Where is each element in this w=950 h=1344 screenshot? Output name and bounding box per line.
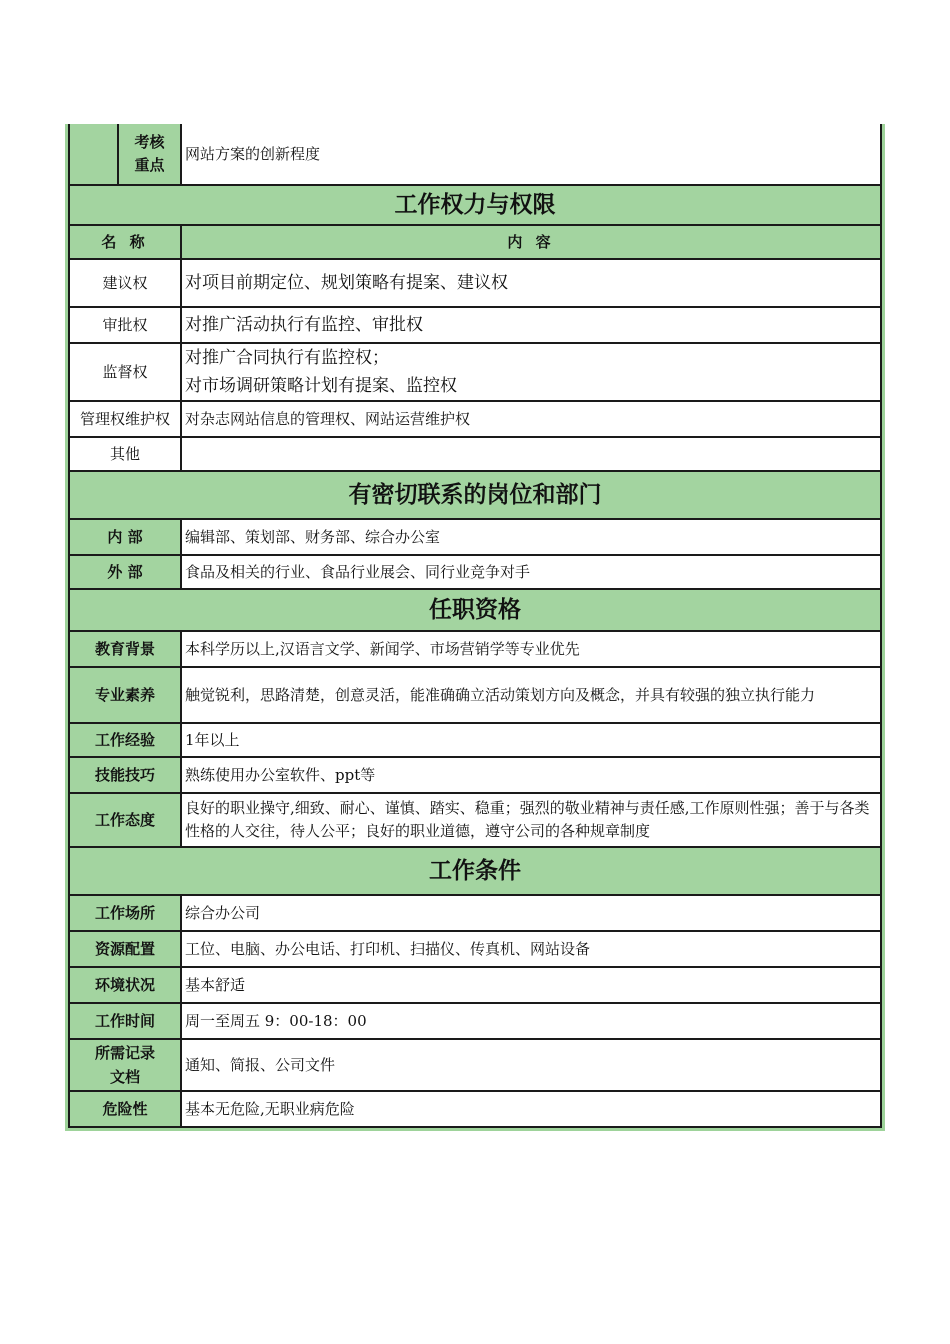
condition-row bbox=[69, 1003, 881, 1039]
relations-external-label: 外 部 bbox=[69, 555, 181, 589]
condition-value: 基本无危险,无职业病危险 bbox=[181, 1091, 881, 1127]
qualification-row bbox=[69, 631, 881, 667]
authority-content: 对推广活动执行有监控、审批权 bbox=[181, 307, 881, 343]
condition-label: 工作场所 bbox=[69, 895, 181, 931]
relations-internal-value: 编辑部、策划部、财务部、综合办公室 bbox=[181, 519, 881, 555]
qualification-value: 触觉锐利，思路清楚，创意灵活，能准确确立活动策划方向及概念，并具有较强的独立执行能力 bbox=[181, 667, 881, 723]
relations-external-row bbox=[69, 555, 881, 589]
authority-name: 建议权 bbox=[69, 259, 181, 307]
qualification-row bbox=[69, 723, 881, 757]
authority-content: 对项目前期定位、规划策略有提案、建议权 bbox=[181, 259, 881, 307]
assessment-focus-row bbox=[69, 124, 881, 185]
assessment-focus-value: 网站方案的创新程度 bbox=[181, 124, 881, 185]
condition-value: 工位、电脑、办公电话、打印机、扫描仪、传真机、网站设备 bbox=[181, 931, 881, 967]
condition-row bbox=[69, 967, 881, 1003]
condition-row bbox=[69, 895, 881, 931]
condition-value: 综合办公司 bbox=[181, 895, 881, 931]
condition-value: 基本舒适 bbox=[181, 967, 881, 1003]
condition-label: 环境状况 bbox=[69, 967, 181, 1003]
qualification-row bbox=[69, 757, 881, 793]
relations-section-title-row bbox=[69, 471, 881, 519]
blank-cell bbox=[70, 124, 119, 184]
authority-name: 审批权 bbox=[69, 307, 181, 343]
qualification-value: 熟练使用办公室软件、ppt等 bbox=[181, 757, 881, 793]
condition-value: 通知、简报、公司文件 bbox=[181, 1039, 881, 1091]
authority-content-line: 对推广合同执行有监控权； bbox=[185, 348, 389, 368]
relations-section-title: 有密切联系的岗位和部门 bbox=[69, 471, 881, 519]
condition-value: 周一至周五 9：00-18：00 bbox=[181, 1003, 881, 1039]
authority-section-title-row bbox=[69, 185, 881, 225]
qualification-label: 教育背景 bbox=[69, 631, 181, 667]
authority-row bbox=[69, 401, 881, 437]
condition-label: 工作时间 bbox=[69, 1003, 181, 1039]
condition-label: 所需记录文档 bbox=[69, 1039, 181, 1091]
qualification-value: 本科学历以上,汉语言文学、新闻学、市场营销学等专业优先 bbox=[181, 631, 881, 667]
relations-internal-row bbox=[69, 519, 881, 555]
authority-row bbox=[69, 437, 881, 471]
authority-section-title: 工作权力与权限 bbox=[69, 185, 881, 225]
condition-row bbox=[69, 1091, 881, 1127]
qualification-label: 技能技巧 bbox=[69, 757, 181, 793]
authority-name: 监督权 bbox=[69, 343, 181, 401]
job-description-table bbox=[68, 124, 882, 1128]
relations-external-value: 食品及相关的行业、食品行业展会、同行业竞争对手 bbox=[181, 555, 881, 589]
authority-header-content: 内 容 bbox=[181, 225, 881, 259]
qualification-label: 专业素养 bbox=[69, 667, 181, 723]
authority-row bbox=[69, 307, 881, 343]
assessment-focus-label: 考核 重点 bbox=[119, 124, 180, 184]
qualification-value: 良好的职业操守,细致、耐心、谨慎、踏实、稳重；强烈的敬业精神与责任感,工作原则性强；善于与各类性格的人交往，待人公平；良好的职业道德，遵守公司的各种规章制度 bbox=[181, 793, 881, 847]
authority-content: 对杂志网站信息的管理权、网站运营维护权 bbox=[181, 401, 881, 437]
authority-header-name: 名 称 bbox=[69, 225, 181, 259]
condition-row bbox=[69, 1039, 881, 1091]
qualifications-section-title-row bbox=[69, 589, 881, 631]
condition-row bbox=[69, 931, 881, 967]
authority-name: 其他 bbox=[69, 437, 181, 471]
qualification-value: 1年以上 bbox=[181, 723, 881, 757]
authority-row bbox=[69, 259, 881, 307]
job-description-sheet bbox=[65, 124, 885, 1131]
qualifications-section-title: 任职资格 bbox=[69, 589, 881, 631]
relations-internal-label: 内 部 bbox=[69, 519, 181, 555]
conditions-section-title-row bbox=[69, 847, 881, 895]
authority-row bbox=[69, 343, 881, 401]
qualification-label: 工作态度 bbox=[69, 793, 181, 847]
authority-content-line: 对市场调研策略计划有提案、监控权 bbox=[185, 376, 457, 396]
authority-content bbox=[181, 343, 881, 401]
authority-name: 管理权维护权 bbox=[69, 401, 181, 437]
assessment-focus-label-cell bbox=[69, 124, 181, 185]
qualification-row bbox=[69, 793, 881, 847]
qualification-row bbox=[69, 667, 881, 723]
condition-label: 资源配置 bbox=[69, 931, 181, 967]
authority-header-row bbox=[69, 225, 881, 259]
authority-content bbox=[181, 437, 881, 471]
qualification-label: 工作经验 bbox=[69, 723, 181, 757]
condition-label: 危险性 bbox=[69, 1091, 181, 1127]
conditions-section-title: 工作条件 bbox=[69, 847, 881, 895]
